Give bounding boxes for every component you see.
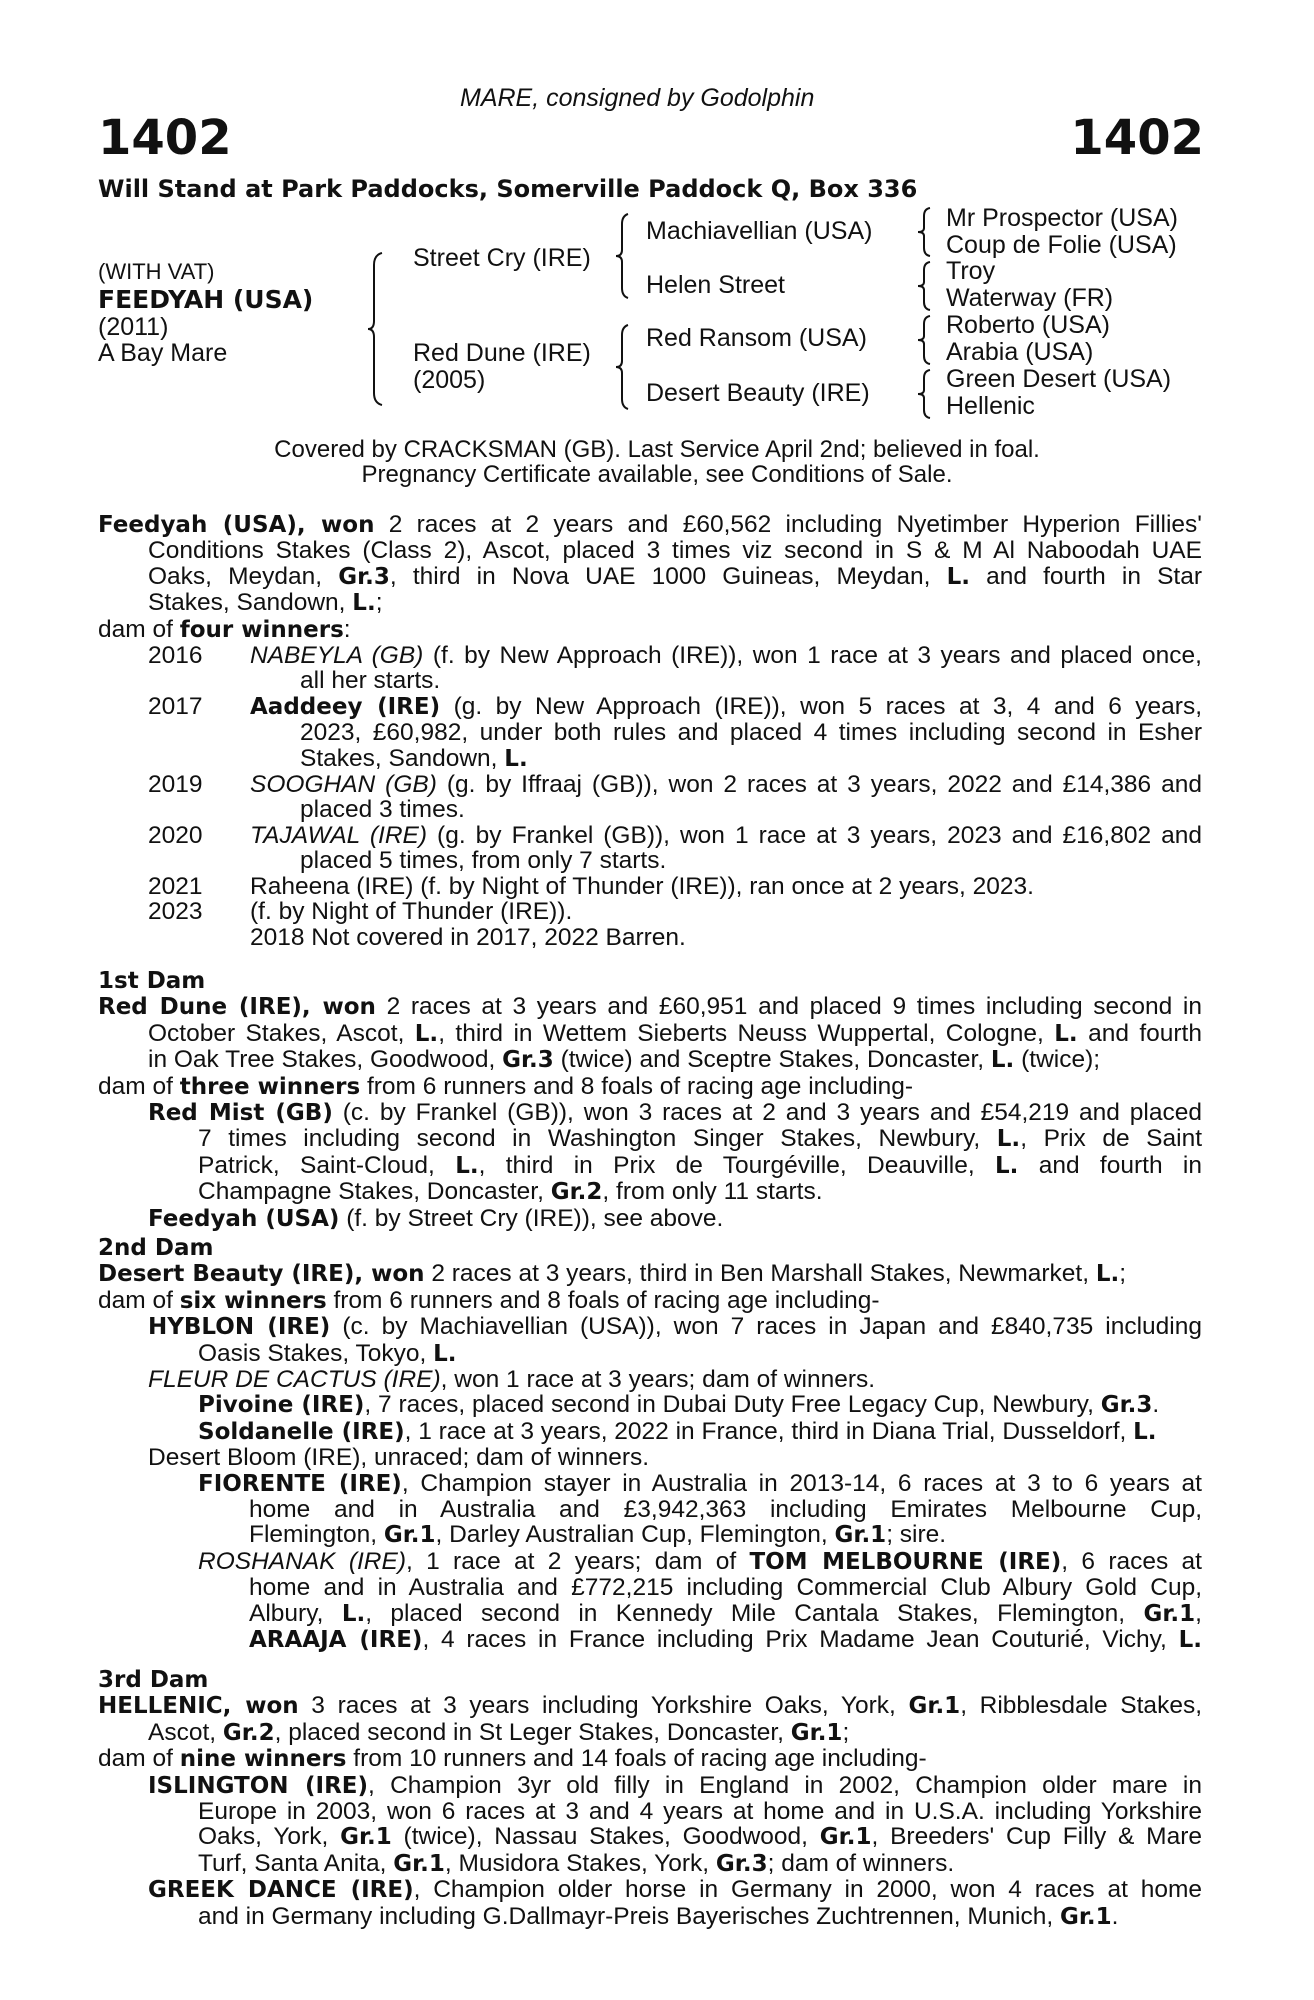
produce-text: placed 5 times, from only 7 starts. bbox=[300, 847, 667, 875]
second-dam-section bbox=[98, 1235, 1202, 1654]
produce-name: Aaddeey (IRE) bbox=[250, 693, 441, 720]
grade-label: L. bbox=[341, 1600, 366, 1627]
dam-text: , 7 races, placed second in Dubai Duty Free Legacy Cup, Newbury, bbox=[364, 1391, 1101, 1419]
grade-label: Gr.1 bbox=[1143, 1600, 1196, 1627]
produce-row bbox=[98, 899, 1202, 924]
winners-count: three winners bbox=[179, 1073, 361, 1100]
dam-text: in Oak Tree Stakes, Goodwood, bbox=[148, 1046, 503, 1074]
grade-label: Gr.1 bbox=[908, 1693, 961, 1720]
grade-label: L. bbox=[1095, 1261, 1120, 1288]
feedyah-text: ; bbox=[375, 589, 383, 617]
grade-label: L. bbox=[504, 745, 528, 772]
dam-text: , placed second in Kennedy Mile Cantala Stakes, Flemington, bbox=[365, 1599, 1144, 1627]
produce-name: TAJAWAL (IRE) bbox=[250, 821, 428, 849]
dam-text: dam of bbox=[98, 1745, 180, 1773]
dam-text: home and in Australia and £772,215 including Commercial Club Albury Gold Cup, bbox=[249, 1574, 1202, 1602]
feedyah-text: : bbox=[343, 615, 351, 643]
pedigree-sire: Street Cry (IRE) bbox=[413, 244, 591, 272]
produce-row bbox=[98, 874, 1202, 899]
grade-label: L. bbox=[990, 1047, 1015, 1074]
dam-text: . bbox=[1111, 1902, 1119, 1930]
grade-label: L. bbox=[1054, 1020, 1078, 1047]
vat-note: (WITH VAT) bbox=[98, 259, 215, 284]
dam-text: , bbox=[1195, 1599, 1202, 1627]
dam-text: Oaks, York, bbox=[198, 1823, 341, 1851]
feedyah-text: Stakes, Sandown, bbox=[148, 589, 353, 617]
dam-text: Ascot, bbox=[148, 1718, 223, 1746]
dam-text: 2 races at 3 years, third in Ben Marshall Stakes, Newmarket, bbox=[424, 1260, 1096, 1288]
winners-count: six winners bbox=[179, 1287, 327, 1314]
progeny-name: FIORENTE (IRE) bbox=[198, 1470, 402, 1497]
dam-text: , third in Wettem Sieberts Neuss Wuppertal, Cologne, bbox=[438, 1019, 1055, 1047]
dam-text: ; bbox=[842, 1718, 850, 1746]
pedigree-dam: Red Dune (IRE) bbox=[413, 339, 591, 367]
dam-text: dam of bbox=[98, 1072, 180, 1100]
grade-label: Gr.3 bbox=[1100, 1392, 1153, 1419]
dam-text: 3 races at 3 years including Yorkshire Oaks, York, bbox=[298, 1692, 909, 1720]
produce-year: 2021 bbox=[148, 872, 203, 900]
grade-label: Gr.1 bbox=[1059, 1903, 1112, 1930]
progeny-name: HYBLON (IRE) bbox=[148, 1314, 331, 1341]
feedyah-text: , third in Nova UAE 1000 Guineas, Meydan, bbox=[389, 562, 947, 590]
produce-row bbox=[98, 823, 1202, 848]
dam-text: (twice); bbox=[1014, 1046, 1101, 1074]
section-heading: 1st Dam bbox=[98, 968, 206, 994]
pedigree-dsd: Arabia (USA) bbox=[946, 338, 1094, 366]
dam-text: Oasis Stakes, Tokyo, bbox=[198, 1339, 434, 1367]
grade-label: L. bbox=[352, 590, 376, 617]
produce-year: 2023 bbox=[148, 898, 203, 926]
dam-text: , 1 race at 3 years, 2022 in France, third in Diana Trial, Dusseldorf, bbox=[404, 1417, 1134, 1445]
grade-label: Gr.2 bbox=[222, 1719, 275, 1746]
progeny-name: FLEUR DE CACTUS (IRE) bbox=[148, 1366, 441, 1394]
progeny-name: ARAAJA (IRE) bbox=[249, 1627, 423, 1654]
pedigree-dds: Green Desert (USA) bbox=[946, 365, 1172, 393]
section-heading: 3rd Dam bbox=[98, 1667, 209, 1693]
dam-text: , Champion stayer in Australia in 2013-14, 6 races at 3 to 6 years at bbox=[401, 1469, 1202, 1497]
feedyah-text: dam of bbox=[98, 615, 180, 643]
produce-row bbox=[98, 694, 1202, 720]
produce-year: 2020 bbox=[148, 821, 203, 849]
dam-text: ; bbox=[1119, 1260, 1127, 1288]
pedigree-dam-year: (2005) bbox=[413, 366, 486, 394]
horse-year: (2011) bbox=[98, 313, 169, 341]
dam-text: (f. by Street Cry (IRE)), see above. bbox=[339, 1204, 724, 1232]
dam-name: HELLENIC, won bbox=[98, 1693, 299, 1720]
produce-note bbox=[98, 925, 1202, 950]
grade-label: L. bbox=[455, 1152, 479, 1179]
pedigree-bracket-g3-3 bbox=[918, 316, 934, 364]
dam-text: , placed second in St Leger Stakes, Doncaster, bbox=[274, 1718, 791, 1746]
produce-row bbox=[98, 772, 1202, 797]
produce-text: (f. by Night of Thunder (IRE)). bbox=[250, 898, 573, 926]
pedigree-bracket-sire bbox=[616, 214, 634, 298]
grade-label: Gr.1 bbox=[819, 1824, 872, 1851]
progeny-name: ROSHANAK (IRE) bbox=[198, 1547, 406, 1575]
dam-text: Desert Bloom (IRE), unraced; dam of winners. bbox=[148, 1444, 650, 1472]
dam-text: (c. by Frankel (GB)), won 3 races at 2 and 3 years and £54,219 and placed bbox=[332, 1099, 1202, 1127]
third-dam-section bbox=[98, 1667, 1202, 1930]
grade-label: L. bbox=[996, 1126, 1021, 1153]
dam-text: (twice) and Sceptre Stakes, Doncaster, bbox=[553, 1046, 991, 1074]
produce-text: 2023, £60,982, under both rules and placed 4 times including second in Esher bbox=[300, 719, 1202, 747]
grade-label: Gr.1 bbox=[383, 1522, 436, 1549]
covered-line-2: Pregnancy Certificate available, see Conditions of Sale. bbox=[361, 461, 953, 488]
produce-text: (f. by New Approach (IRE)), won 1 race at 3 years and placed once, bbox=[423, 642, 1202, 670]
dam-text: (twice), Nassau Stakes, Goodwood, bbox=[391, 1823, 820, 1851]
dam-text: Turf, Santa Anita, bbox=[198, 1849, 394, 1877]
dam-text: from 6 runners and 8 foals of racing age including- bbox=[326, 1286, 880, 1314]
dam-text: (c. by Machiavellian (USA)), won 7 races in Japan and £840,735 including bbox=[330, 1313, 1202, 1341]
horse-description: A Bay Mare bbox=[98, 339, 228, 367]
dam-text: and fourth bbox=[1077, 1019, 1202, 1047]
dam-text: and in Germany including G.Dallmayr-Preis Bayerisches Zuchtrennen, Munich, bbox=[198, 1902, 1060, 1930]
dam-text: Flemington, bbox=[249, 1521, 384, 1549]
covered-line-1: Covered by CRACKSMAN (GB). Last Service April 2nd; believed in foal. bbox=[274, 436, 1040, 463]
dam-text: , Breeders' Cup Filly & Mare bbox=[871, 1823, 1202, 1851]
grade-label: L. bbox=[414, 1020, 439, 1047]
dam-text: , 1 race at 2 years; dam of bbox=[405, 1547, 750, 1575]
dam-text: Patrick, Saint-Cloud, bbox=[198, 1151, 456, 1179]
dam-text: home and in Australia and £3,942,363 including Emirates Melbourne Cup, bbox=[249, 1496, 1202, 1524]
grade-label: Gr.1 bbox=[834, 1522, 887, 1549]
produce-year: 2017 bbox=[148, 692, 203, 720]
produce-name: SOOGHAN (GB) bbox=[250, 771, 437, 799]
dam-text: ; dam of winners. bbox=[767, 1849, 955, 1877]
grade-label: Gr.3 bbox=[715, 1850, 768, 1877]
dam-text: dam of bbox=[98, 1286, 180, 1314]
feedyah-text: Conditions Stakes (Class 2), Ascot, placed 3 times viz second in S & M Al Naboodah UAE bbox=[148, 537, 1202, 565]
dam-text: ; sire. bbox=[886, 1521, 947, 1549]
progeny-name: ISLINGTON (IRE) bbox=[148, 1772, 369, 1799]
feedyah-text: and fourth in Star bbox=[969, 562, 1203, 590]
pedigree-sire-dam: Helen Street bbox=[646, 271, 785, 299]
produce-text: all her starts. bbox=[300, 667, 441, 695]
produce-row bbox=[98, 643, 1202, 668]
produce-text: (g. by Frankel (GB)), won 1 race at 3 years, 2023 and £16,802 and bbox=[427, 821, 1202, 849]
pedigree-bracket-g3-2 bbox=[918, 262, 934, 310]
grade-label: L. bbox=[994, 1152, 1019, 1179]
dam-text: October Stakes, Ascot, bbox=[148, 1019, 415, 1047]
grade-label: Gr.2 bbox=[550, 1179, 603, 1206]
grade-label: Gr.1 bbox=[340, 1824, 392, 1851]
dam-text: and fourth in bbox=[1018, 1151, 1202, 1179]
progeny-name: TOM MELBOURNE (IRE) bbox=[749, 1548, 1062, 1575]
winners-count: nine winners bbox=[179, 1746, 347, 1773]
produce-text: placed 3 times. bbox=[300, 796, 465, 824]
feedyah-text: Oaks, Meydan, bbox=[148, 562, 339, 590]
produce-year: 2019 bbox=[148, 771, 203, 799]
lot-number-left: 1402 bbox=[98, 110, 232, 166]
grade-label: L. bbox=[946, 563, 970, 590]
pedigree-ssd: Coup de Folie (USA) bbox=[946, 231, 1177, 259]
feedyah-title: Feedyah (USA), won bbox=[98, 512, 375, 538]
dam-text: Europe in 2003, won 6 races at 3 and 4 years at home and in U.S.A. including Yorkshire bbox=[198, 1798, 1202, 1826]
stand-location: Will Stand at Park Paddocks, Somerville Paddock Q, Box 336 bbox=[98, 175, 918, 203]
pedigree-sire-sire: Machiavellian (USA) bbox=[646, 217, 873, 245]
produce-name: NABEYLA (GB) bbox=[250, 642, 424, 670]
produce-text: (g. by New Approach (IRE)), won 5 races at 3, 4 and 6 years, bbox=[440, 692, 1203, 720]
pedigree-sss: Mr Prospector (USA) bbox=[946, 204, 1178, 232]
feedyah-text: 2 races at 2 years and £60,562 including Nyetimber Hyperion Fillies' bbox=[374, 511, 1202, 538]
consignor-line: MARE, consigned by Godolphin bbox=[460, 84, 815, 112]
dam-text: , 4 races in France including Prix Madame Jean Couturié, Vichy, bbox=[422, 1626, 1179, 1654]
pedigree-bracket-g3-1 bbox=[918, 208, 934, 256]
progeny-name: Pivoine (IRE) bbox=[198, 1392, 365, 1419]
dam-text: 7 times including second in Washington Singer Stakes, Newbury, bbox=[198, 1125, 997, 1153]
grade-label: L. bbox=[1178, 1627, 1202, 1654]
produce-text: (g. by Iffraaj (GB)), won 2 races at 3 years, 2022 and £14,386 and bbox=[436, 771, 1202, 799]
produce-year: 2016 bbox=[148, 642, 203, 670]
progeny-name: Feedyah (USA) bbox=[148, 1205, 340, 1232]
progeny-name: GREEK DANCE (IRE) bbox=[148, 1877, 414, 1904]
grade-label: Gr.1 bbox=[790, 1719, 843, 1746]
pedigree-bracket-dam bbox=[616, 325, 634, 409]
dam-text: from 6 runners and 8 foals of racing age including- bbox=[360, 1072, 914, 1100]
pedigree-dam-sire: Red Ransom (USA) bbox=[646, 324, 867, 352]
dam-text: from 10 runners and 14 foals of racing age including- bbox=[346, 1745, 927, 1773]
first-dam-section bbox=[98, 968, 1202, 1232]
feedyah-section bbox=[98, 512, 1202, 950]
dam-text: 2 races at 3 years and £60,951 and placed 9 times including second in bbox=[375, 993, 1202, 1021]
dam-text: , Darley Australian Cup, Flemington, bbox=[435, 1521, 835, 1549]
horse-name: FEEDYAH (USA) bbox=[98, 285, 314, 314]
dam-text: Albury, bbox=[249, 1599, 342, 1627]
dam-text: Champagne Stakes, Doncaster, bbox=[198, 1178, 551, 1206]
pedigree-sds: Troy bbox=[946, 257, 996, 285]
dam-name: Desert Beauty (IRE), won bbox=[98, 1261, 425, 1288]
pedigree-bracket-g3-4 bbox=[918, 370, 934, 418]
dam-text: , Champion older horse in Germany in 2000, won 4 races at home bbox=[413, 1876, 1203, 1904]
dam-text: , Musidora Stakes, York, bbox=[444, 1849, 716, 1877]
produce-text: 2018 Not covered in 2017, 2022 Barren. bbox=[250, 923, 686, 951]
produce-text: Raheena (IRE) (f. by Night of Thunder (IRE)), ran once at 2 years, 2023. bbox=[250, 872, 1034, 900]
dam-text: , Ribblesdale Stakes, bbox=[960, 1692, 1202, 1720]
grade-label: Gr.3 bbox=[502, 1047, 554, 1074]
winners-count: four winners bbox=[179, 616, 344, 643]
pedigree-dam-dam: Desert Beauty (IRE) bbox=[646, 379, 870, 407]
dam-text: , from only 11 starts. bbox=[602, 1178, 823, 1206]
pedigree-bracket-gen1 bbox=[368, 253, 388, 405]
section-heading: 2nd Dam bbox=[98, 1235, 214, 1261]
grade-label: L. bbox=[433, 1340, 457, 1367]
pedigree-ddd: Hellenic bbox=[946, 392, 1035, 420]
pedigree-sdd: Waterway (FR) bbox=[946, 284, 1114, 312]
produce-text: Stakes, Sandown, bbox=[300, 744, 505, 772]
dam-name: Red Dune (IRE), won bbox=[98, 994, 376, 1021]
dam-text: , Champion 3yr old filly in England in 2002, Champion older mare in bbox=[368, 1771, 1203, 1799]
pedigree-dss: Roberto (USA) bbox=[946, 311, 1110, 339]
grade-label: Gr.3 bbox=[338, 563, 390, 590]
progeny-name: Red Mist (GB) bbox=[148, 1100, 333, 1127]
dam-text: . bbox=[1152, 1391, 1160, 1419]
dam-text: , Prix de Saint bbox=[1020, 1125, 1203, 1153]
dam-text: , third in Prix de Tourgéville, Deauville, bbox=[478, 1151, 995, 1179]
lot-number-right: 1402 bbox=[1070, 110, 1204, 166]
dam-text: , won 1 race at 3 years; dam of winners. bbox=[440, 1366, 876, 1394]
grade-label: Gr.1 bbox=[393, 1850, 445, 1877]
dam-text: , 6 races at bbox=[1061, 1547, 1202, 1575]
grade-label: L. bbox=[1133, 1418, 1157, 1445]
progeny-name: Soldanelle (IRE) bbox=[198, 1418, 405, 1445]
